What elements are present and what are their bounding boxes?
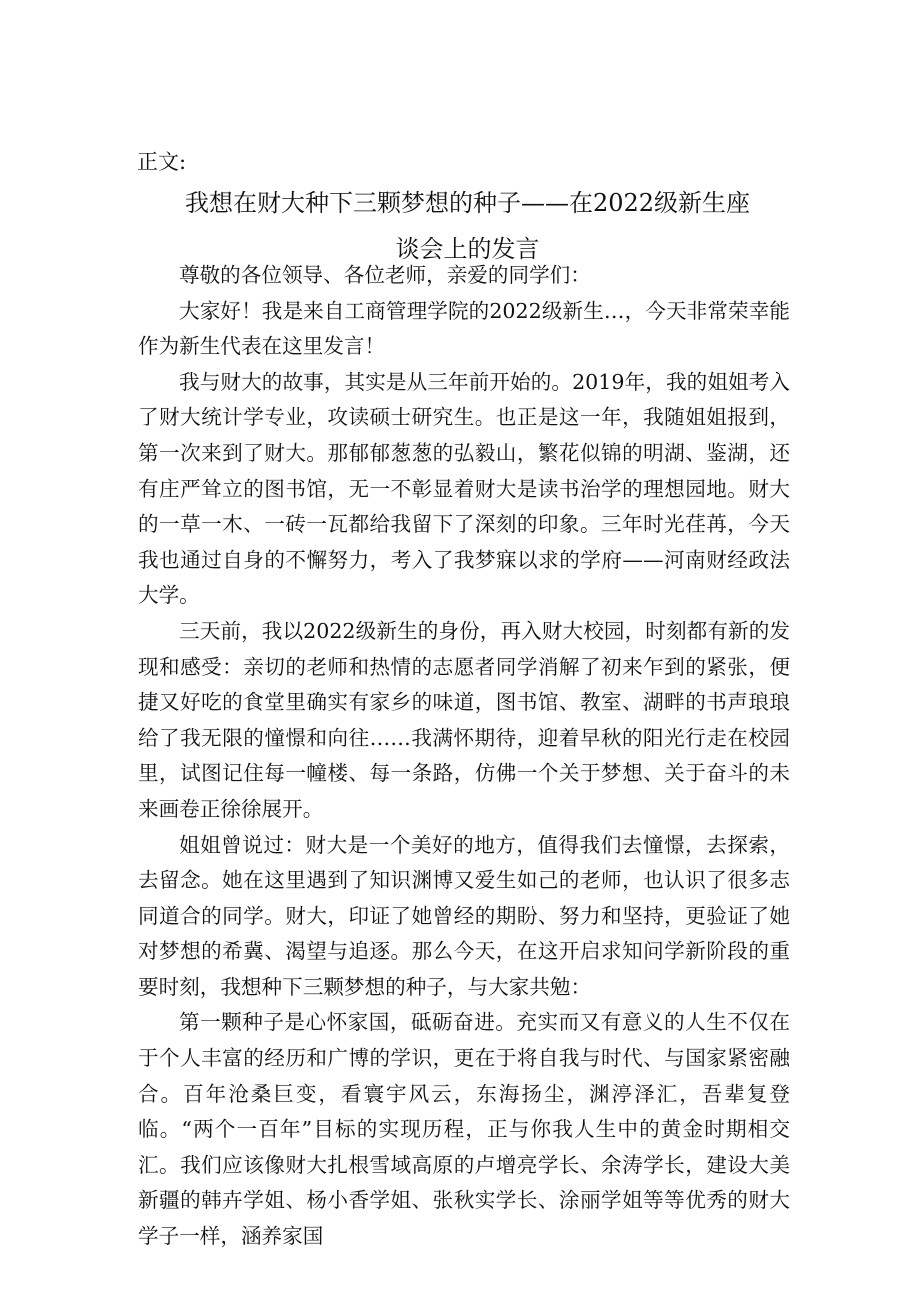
- section-label: 正文:: [137, 150, 187, 174]
- paragraph-arrival: 三天前，我以2022级新生的身份，再入财大校园，时刻都有新的发现和感受：亲切的老师和热情的志愿者同学消解了初来乍到的紧张，便捷又好吃的食堂里确实有家乡的味道，图书馆、教室、湖畔的书声琅琅给了我无限的憧憬和向往……我满怀期待，迎着早秋的阳光行走在校园里，试图记住每一幢楼、每一条路，仿佛一个关于梦想、关于奋斗的未来画卷正徐徐展开。: [138, 618, 790, 821]
- speech-body: [138, 258, 790, 1255]
- paragraph-greeting: 大家好！我是来自工商管理学院的2022级新生…，今天非常荣幸能作为新生代表在这里发言！: [138, 298, 790, 359]
- title-line-2: 谈会上的发言: [395, 235, 540, 263]
- paragraph-first-seed: 第一颗种子是心怀家国，砥砺奋进。充实而又有意义的人生不仅在于个人丰富的经历和广博的学识，更在于将自我与时代、与国家紧密融合。百年沧桑巨变，看寰宇风云，东海扬尘，渊渟泽汇，吾辈复登临。“两个一百年”目标的实现历程，正与你我人生中的黄金时期相交汇。我们应该像财大扎根雪域高原的卢增亮学长、余涛学长，建设大美新疆的韩卉学姐、杨小香学姐、张秋实学长、涂丽学姐等等优秀的财大学子一样，涵养家国: [138, 1010, 790, 1249]
- paragraph-sister: 姐姐曾说过：财大是一个美好的地方，值得我们去憧憬，去探索，去留念。她在这里遇到了知识渊博又爱生如己的老师，也认识了很多志同道合的同学。财大，印证了她曾经的期盼、努力和坚持，更验证了她对梦想的希冀、渴望与追逐。那么今天，在这开启求知问学新阶段的重要时刻，我想种下三颗梦想的种子，与大家共勉：: [138, 832, 790, 999]
- salutation: 尊敬的各位领导、各位老师，亲爱的同学们：: [179, 263, 591, 287]
- paragraph-story: 我与财大的故事，其实是从三年前开始的。2019年，我的姐姐考入了财大统计学专业，攻读硕士研究生。也正是这一年，我随姐姐报到，第一次来到了财大。那郁郁葱葱的弘毅山，繁花似锦的明湖、鉴湖，还有庄严耸立的图书馆，无一不彰显着财大是读书治学的理想园地。财大的一草一木、一砖一瓦都给我留下了深刻的印象。三年时光荏苒，今天我也通过自身的不懈努力，考入了我梦寐以求的学府——河南财经政法大学。: [138, 369, 790, 608]
- title-line-1: 我想在财大种下三颗梦想的种子——在2022级新生座: [184, 189, 751, 217]
